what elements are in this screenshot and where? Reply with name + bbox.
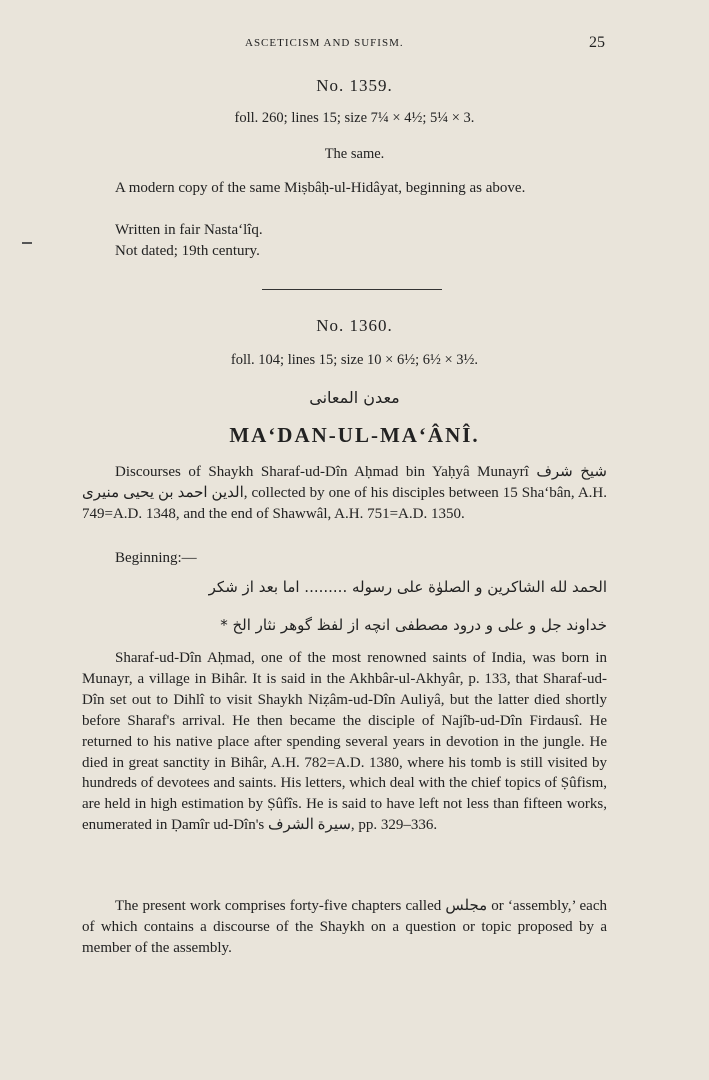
biography-paragraph: Sharaf-ud-Dîn Aḥmad, one of the most renowned saints of India, was born in Munayr, a village in Bihâr. It is said in the Akhbâr-ul-Akhyâr, p. 133, that Sharaf-ud-Dîn set out to Dihlî to visit Shaykh Niẓâm-ud-Dîn Auliyâ, but the latter died shortly before Sharaf's arrival. He then became the disciple of Najîb-ud-Dîn Firdausî. He returned to his native place after spending several years in devotion in the jungle. He died in great sanctity in Bihâr, A.H. 782=A.D. 1380, where his tomb is still visited by hundreds of devotees and saints. His letters, which deal with the chief topics of Ṣûfism, are held in high estimation by Ṣûfîs. He is said to have left not less than fifteen works, enumerated in Ḍamîr ud-Dîn's سیرة الشرف, pp. 329–336. xyxy=(82,650,607,834)
running-title: ASCETICISM AND SUFISM. xyxy=(245,37,404,49)
arabic-incipit-line2: خداوند جل و علی و درود مصطفی انچه از لفظ گوهر نثار الخ * xyxy=(220,616,607,634)
work-title: MA‘DAN-UL-MA‘ÂNÎ. xyxy=(229,423,480,447)
entry-number-1360: No. 1360. xyxy=(316,316,393,335)
entry-number-1359: No. 1359. xyxy=(316,76,393,95)
beginning-label: Beginning:— xyxy=(115,550,197,566)
entry-details-1359: foll. 260; lines 15; size 7¼ × 4½; 5¼ × 3. xyxy=(234,110,475,126)
arabic-incipit-line1: الحمد لله الشاکرین و الصلوٰة علی رسوله ......... اما بعد از شکر xyxy=(208,578,607,596)
entry-details-1360: foll. 104; lines 15; size 10 × 6½; 6½ × 3½. xyxy=(230,352,479,368)
present-work-paragraph: The present work comprises forty-five chapters called مجلس or ‘assembly,’ each of which contains a discourse of the Shaykh on a question or topic proposed by a member of the assembly. xyxy=(82,898,607,956)
discourse-paragraph: Discourses of Shaykh Sharaf-ud-Dîn Aḥmad bin Yaḥyâ Munayrî شیخ شرف الدین احمد بن یحیی منیری, collected by one of his disciples between 15 Sha‘bân, A.H. 749=A.D. 1348, and the end of Shawwâl, A.H. 751=A.D. 1350. xyxy=(82,464,607,522)
page-number: 25 xyxy=(589,34,605,51)
entry-same-note: The same. xyxy=(324,146,385,162)
arabic-title: معدن المعانى xyxy=(309,388,400,407)
section-divider xyxy=(262,289,442,290)
entry1-script: Written in fair Nasta‘lîq. xyxy=(115,222,263,238)
margin-mark xyxy=(22,242,32,244)
entry1-date: Not dated; 19th century. xyxy=(115,243,260,259)
entry1-paragraph: A modern copy of the same Miṣbâḥ-ul-Hidâyat, beginning as above. xyxy=(115,180,526,196)
